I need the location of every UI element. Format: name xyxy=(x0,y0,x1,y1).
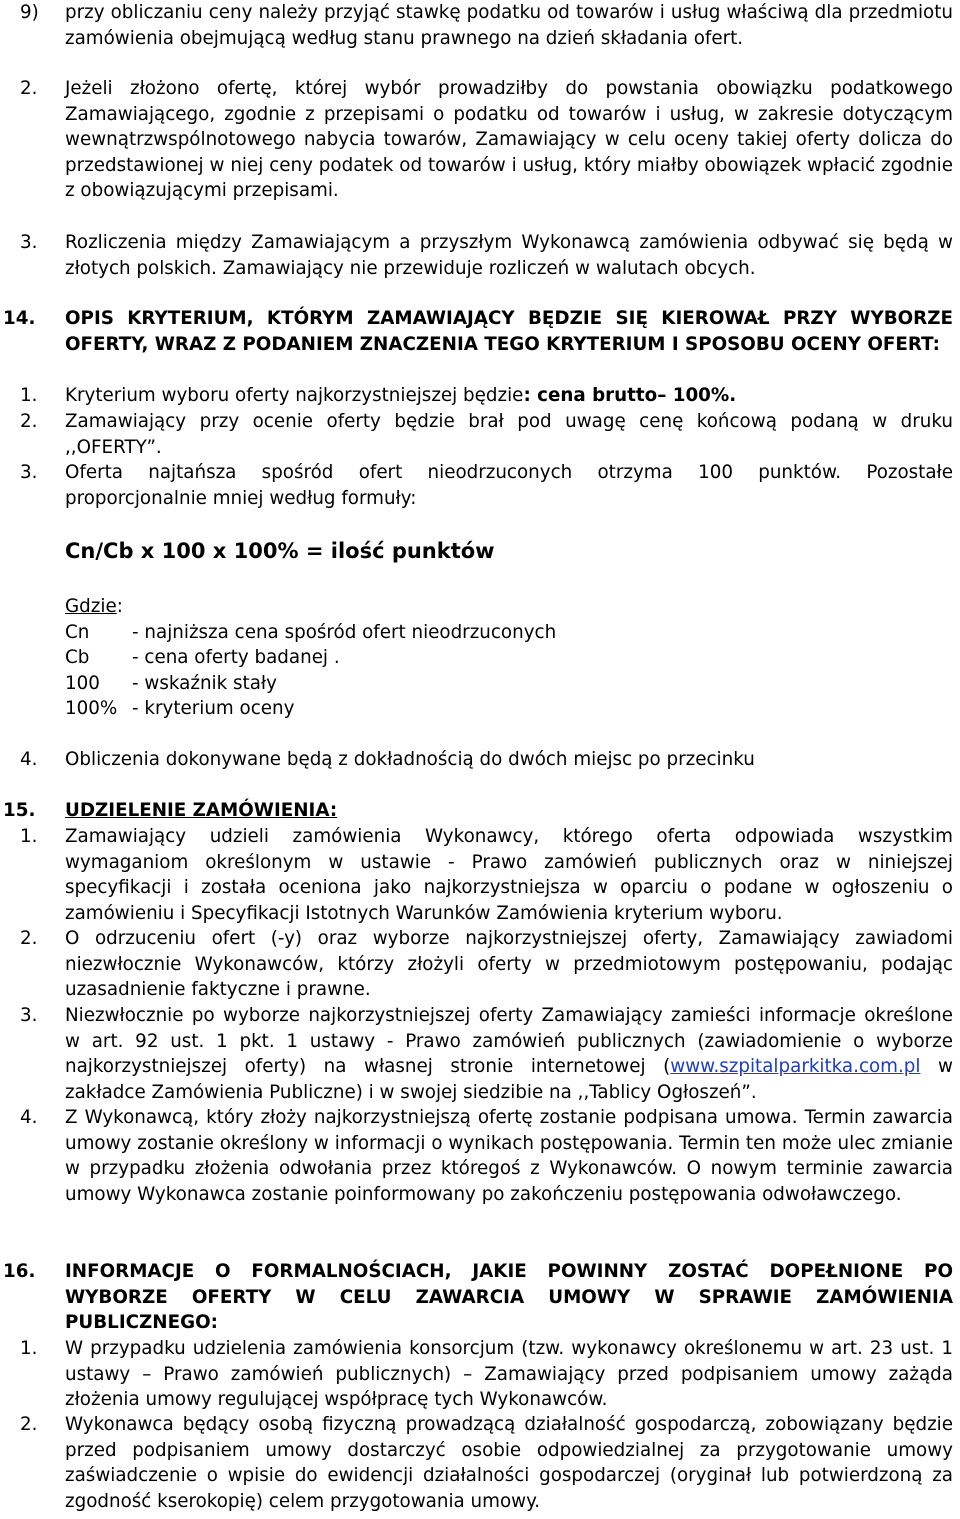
section-title: OPIS KRYTERIUM, KTÓRYM ZAMAWIAJĄCY BĘDZIE SIĘ KIEROWAŁ PRZY WYBORZE OFERTY, WRAZ Z PODANIEM ZNACZENIA TEGO KRYTERIUM I SPOSOBU OCENY OFERT: xyxy=(65,308,953,355)
item-text-line: Zamawiający przy ocenie oferty będzie brał pod uwagę cenę końcową podaną w druku xyxy=(65,411,953,432)
definition-row xyxy=(65,620,556,646)
consortium-item xyxy=(0,1336,960,1413)
where-label-row xyxy=(65,594,556,620)
item-text: przy obliczaniu ceny należy przyjąć stawkę podatku od towarów i usług właściwą dla przedmiotu zamówienia obejmującą według stanu prawnego na dzień składania ofert. xyxy=(65,2,953,49)
settlement-currency-item xyxy=(0,230,960,281)
formula-definitions xyxy=(65,594,556,722)
item-text-line: proporcjonalnie mniej według formuły: xyxy=(65,487,417,509)
section-number: 14. xyxy=(3,308,36,329)
item-text: W przypadku udzielenia zamówienia konsorcjum (tzw. wykonawcy określonemu w art. 23 ust. 1 ustawy – Prawo zamówień publicznych) – Zamawiający przed podpisaniem umowy zażąda złożenia umowy regulującej współpracę tych Wykonawców. xyxy=(65,1338,953,1410)
definition-row xyxy=(65,671,556,697)
precision-item xyxy=(0,747,960,773)
item-text: w zakładce Zamówienia Publiczne) i w swojej siedzibie na ,,Tablicy Ogłoszeń”. xyxy=(65,1056,953,1103)
item-text: Niezwłocznie po wyborze najkorzystniejszej oferty Zamawiający zamieści informacje określone w art. 92 ust. 1 pkt. 1 ustawy - Prawo zamówień publicznych (zawiadomienie o wyborze najkorzystniejszej oferty) na własnej stronie internetowej ( xyxy=(65,1005,953,1077)
definition-key: Cn xyxy=(65,621,90,643)
intra-community-tax-item xyxy=(0,76,960,204)
item-text: Rozliczenia między Zamawiającym a przyszłym Wykonawcą zamówienia odbywać się będą w złotych polskich. Zamawiający nie przewiduje rozliczeń w walutach obcych. xyxy=(65,232,953,279)
where-colon: : xyxy=(116,596,123,617)
item-number: 1. xyxy=(20,385,38,406)
section-number: 15. xyxy=(3,800,36,821)
definition-row xyxy=(65,645,556,671)
section-number: 16. xyxy=(3,1261,36,1282)
item-text: O odrzuceniu ofert (-y) oraz wyborze najkorzystniejszej oferty, Zamawiający zawiadomi niezwłocznie Wykonawców, którzy złożyli oferty w przedmiotowym postępowaniu, podając uzasadnienie faktyczne i prawne. xyxy=(65,928,953,1000)
final-price-item xyxy=(0,409,960,460)
website-link[interactable]: www.szpitalparkitka.com.pl xyxy=(670,1056,921,1077)
item-number: 2. xyxy=(20,1414,38,1435)
item-number: 4. xyxy=(20,1107,38,1128)
item-text: Kryterium wyboru oferty najkorzystniejszej będzie xyxy=(65,385,524,406)
item-number: 3. xyxy=(20,462,38,483)
item-number: 2. xyxy=(20,78,38,99)
item-text: Z Wykonawcą, który złoży najkorzystniejszą ofertę zostanie podpisana umowa. Termin zawarcia umowy zostanie określony w informacji o wynikach postępowania. Termin ten może ulec zmianie w przypadku złożenia odwołania przez któregoś z Wykonawców. O nowym terminie zawarcia umowy Wykonawca zostanie poinformowany po zakończeniu postępowania odwoławczego. xyxy=(65,1107,953,1205)
section-14-heading xyxy=(0,306,960,357)
section-title: INFORMACJE O FORMALNOŚCIACH, JAKIE POWINNY ZOSTAĆ DOPEŁNIONE PO WYBORZE OFERTY W CELU ZAWARCIA UMOWY W SPRAWIE ZAMÓWIENIA PUBLICZNEGO: xyxy=(65,1261,953,1333)
item-number: 2. xyxy=(20,411,38,432)
section-16-heading xyxy=(0,1259,960,1336)
section-15-heading xyxy=(0,798,960,824)
sole-trader-item xyxy=(0,1412,960,1514)
where-label: Gdzie xyxy=(65,596,117,617)
item-text: Wykonawca będący osobą fizyczną prowadzącą działalność gospodarczą, zobowiązany będzie przed podpisaniem umowy dostarczyć osobie odpowiedzialnej za przygotowanie umowy zaświadczenie o wpisie do ewidencji działalności gospodarczej (oryginał lub potwierdzoną za zgodność kserokopię) celem przygotowania umowy. xyxy=(65,1414,953,1512)
item-number: 9) xyxy=(20,2,39,23)
item-number: 3. xyxy=(20,1005,38,1026)
definition-key: 100% xyxy=(65,698,118,719)
section-title: UDZIELENIE ZAMÓWIENIA: xyxy=(65,800,338,821)
item-text: Obliczenia dokonywane będą z dokładnością do dwóch miejsc po przecinku xyxy=(65,749,755,770)
item-text-line: ,,OFERTY”. xyxy=(65,436,162,458)
rejection-notice-item xyxy=(0,926,960,1003)
criterion-value: : cena brutto– 100%. xyxy=(523,385,737,406)
definition-value: - wskaźnik stały xyxy=(132,672,277,694)
scoring-formula: Cn/Cb x 100 x 100% = ilość punktów xyxy=(65,539,495,563)
item-text: Zamawiający udzieli zamówienia Wykonawcy, którego oferta odpowiada wszystkim wymaganiom określonym w ustawie - Prawo zamówień publicznych oraz w niniejszej specyfikacji i została oceniona jako najkorzystniejsza w oparciu o podane w ogłoszeniu o zamówieniu i Specyfikacji Istotnych Warunków Zamówienia kryterium wyboru. xyxy=(65,826,953,924)
scoring-item xyxy=(0,460,960,511)
definition-value: - najniższa cena spośród ofert nieodrzuconych xyxy=(132,621,557,643)
item-number: 2. xyxy=(20,928,38,949)
item-number: 1. xyxy=(20,826,38,847)
item-text-line: Oferta najtańsza spośród ofert nieodrzuconych otrzyma 100 punktów. Pozostałe xyxy=(65,462,953,483)
item-text: Jeżeli złożono ofertę, której wybór prowadziłby do powstania obowiązku podatkowego Zamawiającego, zgodnie z przepisami o podatku od towarów i usług, w zakresie dotyczącym wewnątrzwspólnotowego nabycia towarów, Zamawiający w celu oceny takiej oferty dolicza do przedstawionej w niej ceny podatek od towarów i usług, który miałby obowiązek wpłacić zgodnie z obowiązującymi przepisami. xyxy=(65,78,953,201)
definition-value: - cena oferty badanej . xyxy=(132,647,340,668)
criterion-item xyxy=(0,383,960,409)
item-number: 1. xyxy=(20,1338,38,1359)
definition-key: Cb xyxy=(65,647,90,668)
definition-key: 100 xyxy=(65,672,100,694)
contract-signing-item xyxy=(0,1105,960,1207)
definition-value: - kryterium oceny xyxy=(132,698,295,719)
publication-item xyxy=(0,1003,960,1105)
definition-row xyxy=(65,696,556,722)
award-item xyxy=(0,824,960,926)
item-number: 3. xyxy=(20,232,38,253)
price-tax-item xyxy=(0,0,960,51)
item-number: 4. xyxy=(20,749,38,770)
